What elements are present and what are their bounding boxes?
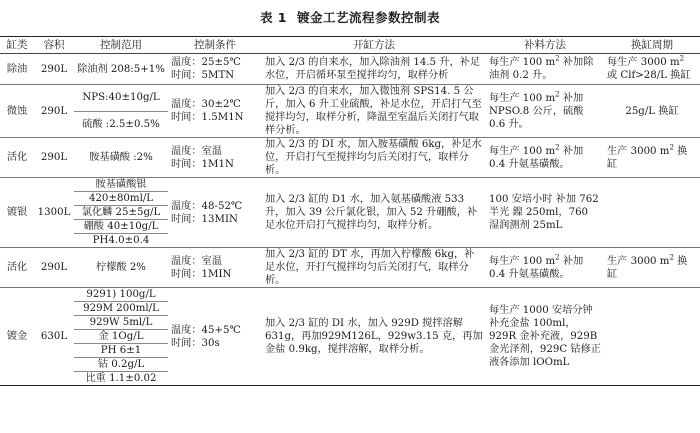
header-tank: 缸类 [0, 37, 34, 54]
table-row [0, 138, 700, 178]
range-cell: 胺基磺酸银 [74, 178, 168, 192]
volume-cell: 630L [34, 288, 74, 386]
table-caption [0, 8, 700, 26]
range-cell: 929W 5ml/L [74, 316, 168, 330]
range-cell: 硼酸 40±10g/L [74, 220, 168, 234]
range-cell: 钴 0.2g/L [74, 358, 168, 372]
cycle-cell: 生产 3000 $m^2$ 换缸 [604, 138, 700, 178]
condition-cell: 温度：25±5℃ 时间：5MTN [168, 54, 262, 85]
open-method-cell: 加入 2/3 缸的 DT 水，再加入柠檬酸 6kg，补足水位，开打气搅拌均匀后关闭打气，取样分析。 [262, 248, 486, 288]
replenish-cell: 每生产 1000 安培分钟补充金盐 100ml，929R 金补充液，929B 金光泽剂，929C 钴修正液各添加 lOOmL [486, 288, 604, 386]
range-cell: PH4.0±0.4 [74, 234, 168, 248]
condition-cell: 温度：48-52℃ 时间：13MIN [168, 178, 262, 248]
cycle-cell [604, 288, 700, 386]
tank-cell: 镀银 [0, 178, 34, 248]
range-cell: 9291) 100g/L [74, 288, 168, 302]
condition-cell: 温度：室温 时间：1MIN [168, 248, 262, 288]
range-cell: 929M 200ml/L [74, 302, 168, 316]
replenish-cell: 每生产 100 $m^2$ 补加NPSO.8 公斤，硫酸 0.6 升。 [486, 85, 604, 138]
range-cell: 硫酸 :2.5±0.5% [74, 111, 168, 138]
replenish-cell: 100 安培小时 补加 762 半光 鎳 250ml，760 湿润测剂 25mL [486, 178, 604, 248]
cycle-cell [604, 178, 700, 248]
range-cell: 比重 1.1±0.02 [74, 372, 168, 386]
table-row [0, 85, 700, 112]
table-title: 镀金工艺流程参数控制表 [297, 10, 441, 25]
header-condition: 控制条件 [168, 37, 262, 54]
volume-cell: 290L [34, 85, 74, 138]
tank-cell: 活化 [0, 248, 34, 288]
tank-cell: 镀金 [0, 288, 34, 386]
open-method-cell: 加入 2/3 的 DI 水，加入胺基磺酸 6kg，补足水位，开启打气至搅拌均匀后关闭打气，取样分析。 [262, 138, 486, 178]
range-cell: 柠檬酸 2% [74, 248, 168, 288]
volume-cell: 290L [34, 248, 74, 288]
table-row [0, 248, 700, 288]
range-cell: 氯化麟 25±5g/L [74, 206, 168, 220]
open-method-cell: 加入 2/3 的自来水，加入微蚀剂 SPS14. 5 公斤，加入 6 升工业硫酸，补足水位，开启打气至搅拌均匀，取样分析，降温至室温后关闭打气取样分析。 [262, 85, 486, 138]
cycle-cell: 25g/L 换缸 [604, 85, 700, 138]
table-row [0, 288, 700, 302]
range-cell: NPS:40±10g/L [74, 85, 168, 112]
table-row [0, 178, 700, 192]
condition-cell: 温度：45+5℃ 时间：30s [168, 288, 262, 386]
process-parameter-table [0, 36, 700, 386]
header-volume: 容积 [34, 37, 74, 54]
replenish-cell: 每生产 100 $m^2$ 补加除油剂 0.2 升。 [486, 54, 604, 85]
range-cell: PH 6±1 [74, 344, 168, 358]
tank-cell: 除油 [0, 54, 34, 85]
cycle-cell: 生产 3000 $m^2$ 换缸 [604, 248, 700, 288]
tank-cell: 活化 [0, 138, 34, 178]
volume-cell: 290L [34, 54, 74, 85]
range-cell: 胺基磺酸 :2% [74, 138, 168, 178]
condition-cell: 温度：室温 时间：1M1N [168, 138, 262, 178]
table-number: 表 1 [259, 10, 288, 25]
header-replenish-method: 补料方法 [486, 37, 604, 54]
header-change-cycle: 换缸周期 [604, 37, 700, 54]
open-method-cell: 加入 2/3 缸的 DI 水，加入 929D 搅拌溶解 631g，再加929M126L，929w3.15 克，再加金盐 0.9kg，搅拌溶解，取样分析。 [262, 288, 486, 386]
open-method-cell: 加入 2/3 缸的 D1 水，加入氨基磺酸液 533 升，加入 39 公斤氯化银，加入 52 升硼酸，补足水位开启打气搅拌均匀，取样分析。 [262, 178, 486, 248]
range-cell: 420±80ml/L [74, 192, 168, 206]
header-range: 控制范用 [74, 37, 168, 54]
replenish-cell: 每生产 100 $m^2$ 补加 0.4 升氨基磺酸。 [486, 138, 604, 178]
volume-cell: 1300L [34, 178, 74, 248]
table-row [0, 54, 700, 85]
cycle-cell: 每生产 3000 $m^2$ 或 Clf>28/L 换缸 [604, 54, 700, 85]
header-open-method: 开缸方法 [262, 37, 486, 54]
open-method-cell: 加入 2/3 的自来水，加入除油剂 14.5 升，补足水位，开启循环泵至搅拌均匀，取样分析 [262, 54, 486, 85]
range-cell: 除油剂 208:5+1% [74, 54, 168, 85]
replenish-cell: 每生产 100 $m^2$ 补加 0.4 升氨基磺酸。 [486, 248, 604, 288]
tank-cell: 微蚀 [0, 85, 34, 138]
header-row [0, 37, 700, 54]
condition-cell: 温度：30±2℃ 时间：1.5M1N [168, 85, 262, 138]
volume-cell: 290L [34, 138, 74, 178]
range-cell: 金 1Og/L [74, 330, 168, 344]
